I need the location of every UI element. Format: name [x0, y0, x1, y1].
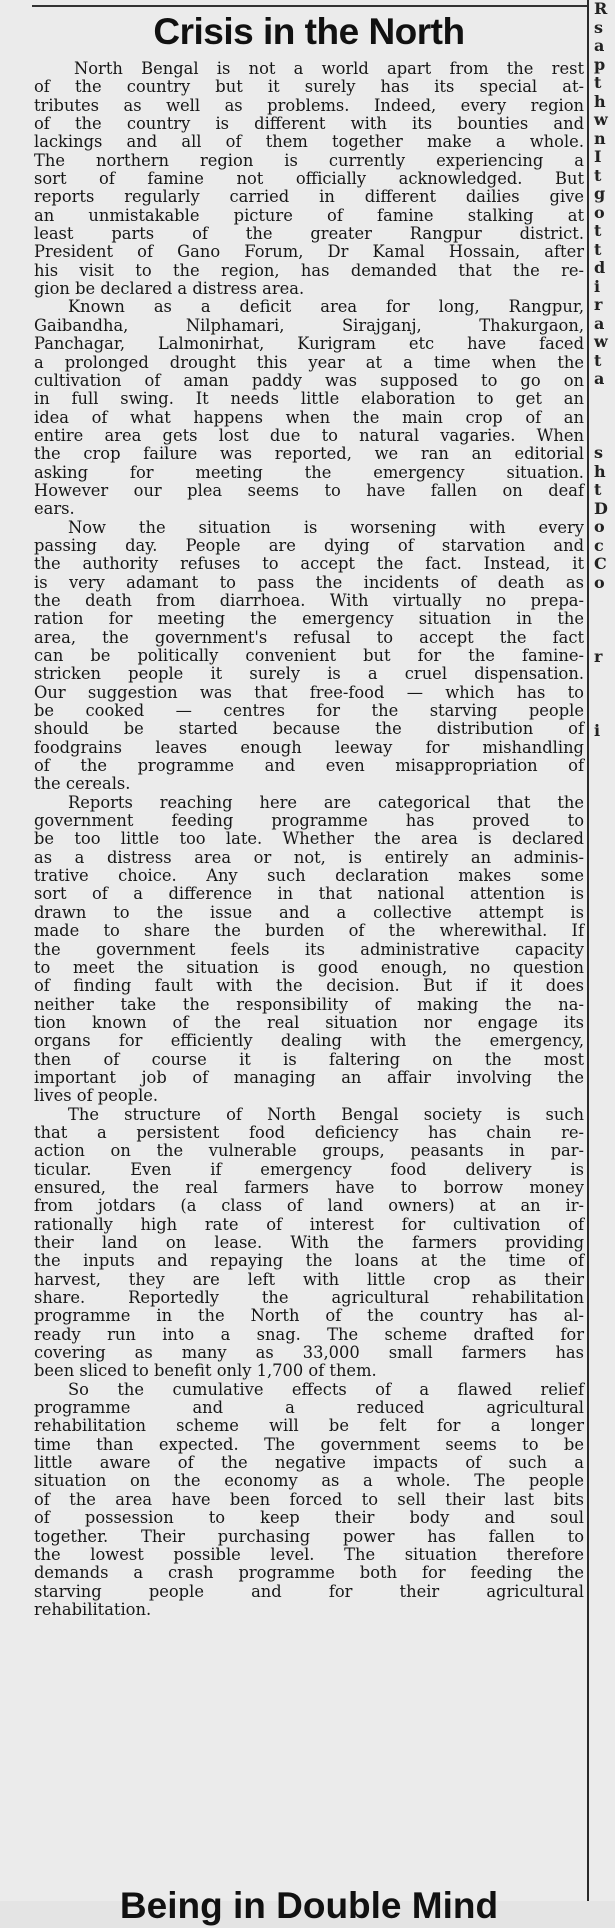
adjacent-column-letter: D: [594, 498, 608, 518]
adjacent-column-letter: [594, 1147, 615, 1166]
article-line: the death from diarrhoea. With virtually no prepa-: [34, 590, 584, 610]
adjacent-column-letter: [594, 685, 615, 704]
adjacent-column-letter: [594, 611, 615, 630]
adjacent-column-letter: [594, 426, 615, 445]
article-line: North Bengal is not a world apart from the rest: [74, 59, 584, 78]
article-line: reports regularly carried in different dailies give: [34, 187, 584, 207]
adjacent-column-letter: [594, 1036, 615, 1055]
adjacent-column-letter: [594, 1055, 615, 1074]
article-line: to meet the situation is good enough, no question: [34, 957, 584, 977]
adjacent-column-letter: [594, 740, 615, 759]
adjacent-column-letter: r: [594, 646, 603, 666]
article-line: little aware of the negative impacts of such a: [34, 1453, 584, 1473]
adjacent-column-letter: [594, 907, 615, 926]
adjacent-column-letter: [594, 1018, 615, 1037]
article-line: the crop failure was reported, we ran an editorial: [34, 444, 584, 464]
adjacent-column-letter: t: [594, 73, 602, 92]
article-line: the authority refuses to accept the fact. Instead, it: [34, 554, 584, 574]
article-line: of the programme and even misappropriation of: [34, 756, 584, 776]
adjacent-column-letter: [594, 1258, 615, 1277]
adjacent-column-letter: a: [594, 36, 605, 55]
adjacent-column-letter: [594, 629, 615, 648]
article-line: the cereals.: [34, 774, 131, 794]
adjacent-column-letter: [594, 1221, 615, 1240]
article-body: [34, 60, 584, 1619]
adjacent-column-letter: o: [594, 572, 605, 592]
article-line: programme and a reduced agricultural: [34, 1398, 584, 1418]
adjacent-column-letter: [594, 389, 615, 408]
article-line: organs for efficiently dealing with the emergency,: [34, 1031, 584, 1051]
article-line: be cooked — centres for the starving people: [34, 701, 584, 721]
article-line: in full swing. It needs little elaboration to get an: [34, 389, 584, 409]
adjacent-column-letter: [594, 962, 615, 981]
article-line: ration for meeting the emergency situation in the: [34, 609, 584, 629]
adjacent-column-letter: [594, 1295, 615, 1314]
adjacent-column-letter: [594, 1129, 615, 1148]
adjacent-column-letter: [594, 870, 615, 889]
article-line: situation on the economy as a whole. The people: [34, 1471, 584, 1491]
adjacent-column-letter: t: [594, 350, 602, 370]
article-line: of the area have been forced to sell their last bits: [34, 1489, 584, 1509]
article-line: ticular. Even if emergency food delivery is: [34, 1159, 584, 1179]
adjacent-column-letter: [594, 666, 615, 685]
article-line: share. Reportedly the agricultural rehabilitation: [34, 1288, 584, 1308]
article-line: his visit to the region, has demanded that the re-: [34, 260, 584, 280]
article-line: So the cumulative effects of a flawed relief: [68, 1379, 584, 1399]
adjacent-column-letter: [594, 592, 615, 611]
adjacent-column-letter: [594, 1110, 615, 1129]
article-line: sort of famine not officially acknowledged. But: [34, 169, 584, 189]
article-line: from jotdars (a class of land owners) at an ir-: [34, 1196, 584, 1216]
article-line: of possession to keep their body and soul: [34, 1508, 584, 1528]
article-line: as a distress area or not, is entirely an adminis-: [34, 847, 584, 867]
adjacent-column-letter: [594, 1073, 615, 1092]
article-line: important job of managing an affair involving the: [34, 1067, 584, 1087]
adjacent-column-letter: d: [594, 258, 606, 277]
adjacent-column-letter: [594, 1240, 615, 1259]
article-line: ready run into a snag. The scheme drafted for: [34, 1324, 584, 1344]
article-headline: Crisis in the North: [153, 11, 465, 52]
adjacent-column-letter: C: [594, 554, 607, 573]
article-line: an unmistakable picture of famine stalking at: [34, 205, 584, 225]
adjacent-column-letter: [594, 833, 615, 852]
article-line: covering as many as 33,000 small farmers has: [34, 1343, 584, 1363]
article-line: Panchagar, Lalmonirhat, Kurigram etc have faced: [34, 334, 584, 354]
adjacent-column-letter: [594, 999, 615, 1018]
adjacent-column-letter: r: [594, 295, 603, 314]
article-line: area, the government's refusal to accept the fact: [34, 627, 584, 647]
adjacent-column-letter: [594, 796, 615, 815]
adjacent-column-letter: [594, 407, 615, 426]
article-line: be too little too late. Whether the area is declared: [34, 829, 584, 849]
article-line: time than expected. The government seems to be: [34, 1434, 584, 1454]
article-line: The structure of North Bengal society is such: [68, 1104, 584, 1124]
next-article-headline: Being in Double Mind: [119, 1885, 499, 1926]
article-line: asking for meeting the emergency situation.: [34, 462, 584, 482]
adjacent-column-letter: t: [594, 480, 602, 499]
article-line: neither take the responsibility of making the na-: [34, 994, 584, 1014]
adjacent-column-letter: I: [594, 147, 602, 166]
adjacent-column-letter: [594, 981, 615, 1000]
article-line: the government feels its administrative capacity: [34, 939, 584, 959]
adjacent-column-fragment: [594, 0, 615, 1901]
article-line: Known as a deficit area for long, Rangpur,: [68, 297, 584, 317]
article-line: lives of people.: [34, 1086, 159, 1106]
adjacent-column-letter: s: [594, 17, 604, 37]
article-line: ensured, the real farmers have to borrow money: [34, 1177, 584, 1197]
article-line: least parts of the greater Rangpur district.: [34, 224, 584, 244]
adjacent-column-letter: [594, 1184, 615, 1203]
article-line: stricken people it surely is a cruel dispensation.: [34, 664, 584, 684]
adjacent-column-letter: [594, 851, 615, 870]
adjacent-column-letter: i: [594, 720, 601, 740]
article-line: trative choice. Any such declaration makes some: [34, 866, 584, 886]
article-line: foodgrains leaves enough leeway for mishandling: [34, 737, 584, 757]
article-line: entire area gets lost due to natural vagaries. When: [34, 425, 584, 445]
article-line: tributes as well as problems. Indeed, every region: [34, 95, 584, 115]
article-line: their land on lease. With the farmers providing: [34, 1233, 584, 1252]
article-line: drawn to the issue and a collective attempt is: [34, 902, 584, 922]
adjacent-column-letter: i: [594, 276, 601, 296]
article-line: lackings and all of them together make a whole.: [34, 132, 584, 152]
article-line: made to share the burden of the wherewithal. If: [34, 921, 584, 941]
article-line: rationally high rate of interest for cultivation of: [34, 1214, 584, 1234]
adjacent-column-letter: a: [594, 369, 605, 388]
adjacent-column-letter: p: [594, 54, 606, 74]
adjacent-column-letter: w: [594, 332, 608, 351]
article-line: President of Gano Forum, Dr Kamal Hossain, after: [34, 242, 584, 262]
article-line: the inputs and repaying the loans at the time of: [34, 1251, 584, 1271]
article-line: been sliced to benefit only 1,700 of them.: [34, 1361, 377, 1381]
article-line: is very adamant to pass the incidents of death as: [34, 572, 584, 592]
article-line: that a persistent food deficiency has chain re-: [34, 1122, 584, 1142]
adjacent-column-letter: [594, 759, 615, 778]
adjacent-column-letter: t: [594, 221, 602, 240]
adjacent-column-letter: [594, 925, 615, 944]
article-line: of the country but it surely has its special at-: [34, 77, 584, 97]
adjacent-column-letter: [594, 944, 615, 963]
adjacent-column-letter: w: [594, 110, 608, 129]
adjacent-column-letter: h: [594, 461, 606, 481]
article-line: passing day. People are dying of starvation and: [34, 535, 584, 555]
adjacent-column-letter: a: [594, 313, 605, 333]
adjacent-column-letter: [594, 777, 615, 796]
article-line: programme in the North of the country has al-: [34, 1306, 584, 1326]
article-line: Now the situation is worsening with every: [68, 517, 584, 537]
article-line: should be started because the distribution of: [34, 719, 584, 739]
adjacent-column-letter: t: [594, 239, 602, 259]
adjacent-column-letter: c: [594, 535, 604, 555]
article-line: harvest, they are left with little crop as their: [34, 1269, 584, 1289]
adjacent-column-letter: [594, 888, 615, 907]
article-line: ears.: [34, 499, 75, 519]
article-line: then of course it is faltering on the most: [34, 1049, 584, 1069]
article-line: demands a crash programme both for feeding the: [34, 1563, 584, 1583]
article-line: a prolonged drought this year at a time when the: [34, 352, 584, 372]
adjacent-column-letter: [594, 814, 615, 833]
article-line: However our plea seems to have fallen on deaf: [34, 480, 584, 500]
adjacent-column-letter: t: [594, 165, 602, 185]
article-line: of the country is different with its bounties and: [34, 114, 584, 134]
article-line: tion known of the real situation nor engage its: [34, 1012, 584, 1032]
adjacent-column-letter: [594, 703, 615, 722]
article-line: cultivation of aman paddy was supposed to go on: [34, 370, 584, 390]
article-line: action on the vulnerable groups, peasants in par-: [34, 1141, 584, 1161]
article-line: of finding fault with the decision. But if it does: [34, 976, 584, 996]
article-line: the lowest possible level. The situation therefore: [34, 1544, 584, 1564]
adjacent-column-letter: [594, 1314, 615, 1333]
article-line: government feeding programme has proved to: [34, 811, 584, 831]
adjacent-column-letter: [594, 1166, 615, 1185]
adjacent-column-letter: [594, 1277, 615, 1296]
article-line: starving people and for their agricultural: [34, 1581, 584, 1601]
top-rule: [32, 5, 587, 7]
article-line: rehabilitation.: [34, 1599, 152, 1619]
article-line: The northern region is currently experiencing a: [34, 150, 584, 170]
article-line: Reports reaching here are categorical that the: [68, 792, 584, 812]
article-line: gion be declared a distress area.: [34, 279, 305, 299]
column-divider: [587, 0, 589, 1901]
article-line: can be politically convenient but for the famine-: [34, 646, 584, 665]
adjacent-column-letter: g: [594, 184, 606, 203]
adjacent-column-letter: [594, 1203, 615, 1222]
article-line: sort of a difference in that national attention is: [34, 884, 584, 904]
article-line: Gaibandha, Nilphamari, Sirajganj, Thakurgaon,: [34, 315, 584, 335]
article-line: together. Their purchasing power has fallen to: [34, 1526, 584, 1546]
article-line: idea of what happens when the main crop of an: [34, 407, 584, 427]
adjacent-column-letter: o: [594, 202, 605, 222]
adjacent-column-letter: R: [594, 0, 608, 18]
article-line: rehabilitation scheme will be felt for a longer: [34, 1416, 584, 1436]
adjacent-column-letter: s: [594, 443, 604, 462]
adjacent-column-letter: o: [594, 517, 605, 536]
adjacent-column-letter: [594, 1092, 615, 1111]
adjacent-column-letter: h: [594, 91, 606, 111]
adjacent-column-letter: n: [594, 128, 606, 148]
article-line: Our suggestion was that free-food — which has to: [34, 682, 584, 702]
